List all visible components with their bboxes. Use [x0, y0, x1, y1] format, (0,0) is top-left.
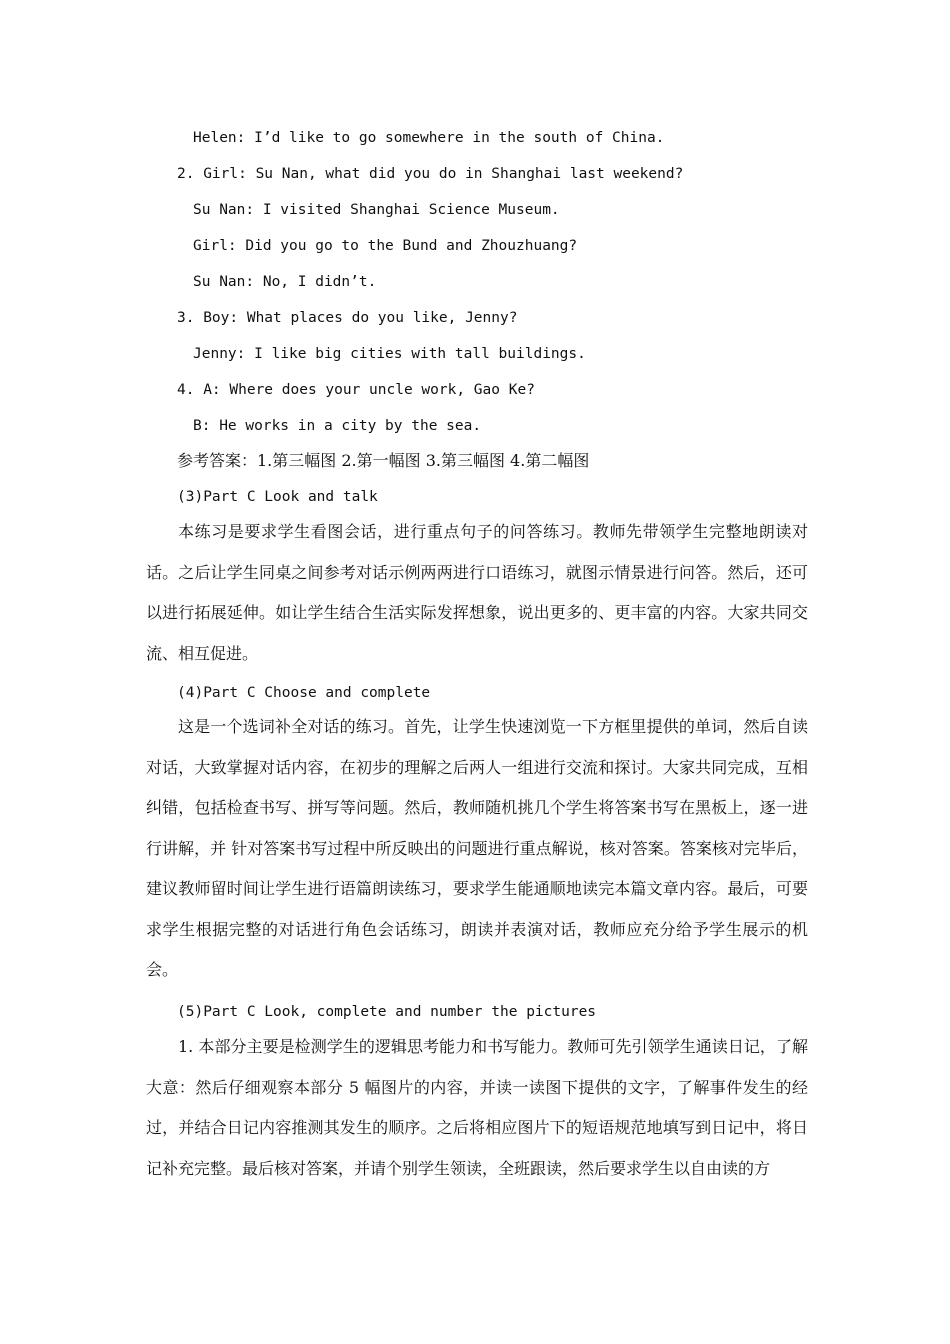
dialogue-line: Helen: I’d like to go somewhere in the south of China.: [193, 130, 665, 146]
dialogue-line: 3. Boy: What places do you like, Jenny?: [177, 310, 518, 326]
dialogue-line: Su Nan: I visited Shanghai Science Museum.: [193, 202, 560, 218]
section-heading: (3)Part C Look and talk: [177, 489, 378, 505]
dialogue-line: B: He works in a city by the sea.: [193, 418, 482, 434]
answer-key: 参考答案：1.第三幅图 2.第一幅图 3.第三幅图 4.第二幅图: [177, 451, 590, 470]
section-paragraph: 本练习是要求学生看图会话，进行重点句子的问答练习。教师先带领学生完整地朗读对话。之后让学生同桌之间参考对话示例两两进行口语练习，就图示情景进行问答。然后，还可以进行拓展延伸。如让学生结合生活实际发挥想象，说出更多的、更丰富的内容。大家共同交流、相互促进。: [146, 522, 808, 663]
section-heading: (5)Part C Look, complete and number the pictures: [177, 1004, 597, 1020]
section-paragraph: 这是一个选词补全对话的练习。首先，让学生快速浏览一下方框里提供的单词，然后自读对话，大致掌握对话内容，在初步的理解之后两人一组进行交流和探讨。大家共同完成，互相纠错，包括检查书写、拼写等问题。然后，教师随机挑几个学生将答案书写在黑板上，逐一进行讲解，并 针对答案书写过程中所反映出的问题进行重点解说，核对答案。答案核对完毕后，建议教师留时间让学生进行语篇朗读练习，要求学生能通顺地读完本篇文章内容。最后，可要求学生根据完整的对话进行角色会话练习，朗读并表演对话，教师应充分给予学生展示的机会。: [146, 717, 808, 979]
dialogue-line: 2. Girl: Su Nan, what did you do in Shanghai last weekend?: [177, 166, 684, 182]
dialogue-line: Su Nan: No, I didn’t.: [193, 274, 377, 290]
dialogue-line: 4. A: Where does your uncle work, Gao Ke?: [177, 382, 535, 398]
section-paragraph: 1. 本部分主要是检测学生的逻辑思考能力和书写能力。教师可先引领学生通读日记，了解大意：然后仔细观察本部分 5 幅图片的内容，并读一读图下提供的文字，了解事件发生的经过，并结合日记内容推测其发生的顺序。之后将相应图片下的短语规范地填写到日记中，将日记补充完整。最后核对答案，并请个别学生领读，全班跟读，然后要求学生以自由读的方: [146, 1037, 808, 1178]
dialogue-line: Girl: Did you go to the Bund and Zhouzhuang?: [193, 238, 578, 254]
dialogue-line: Jenny: I like big cities with tall buildings.: [193, 346, 586, 362]
section-heading: (4)Part C Choose and complete: [177, 685, 431, 701]
